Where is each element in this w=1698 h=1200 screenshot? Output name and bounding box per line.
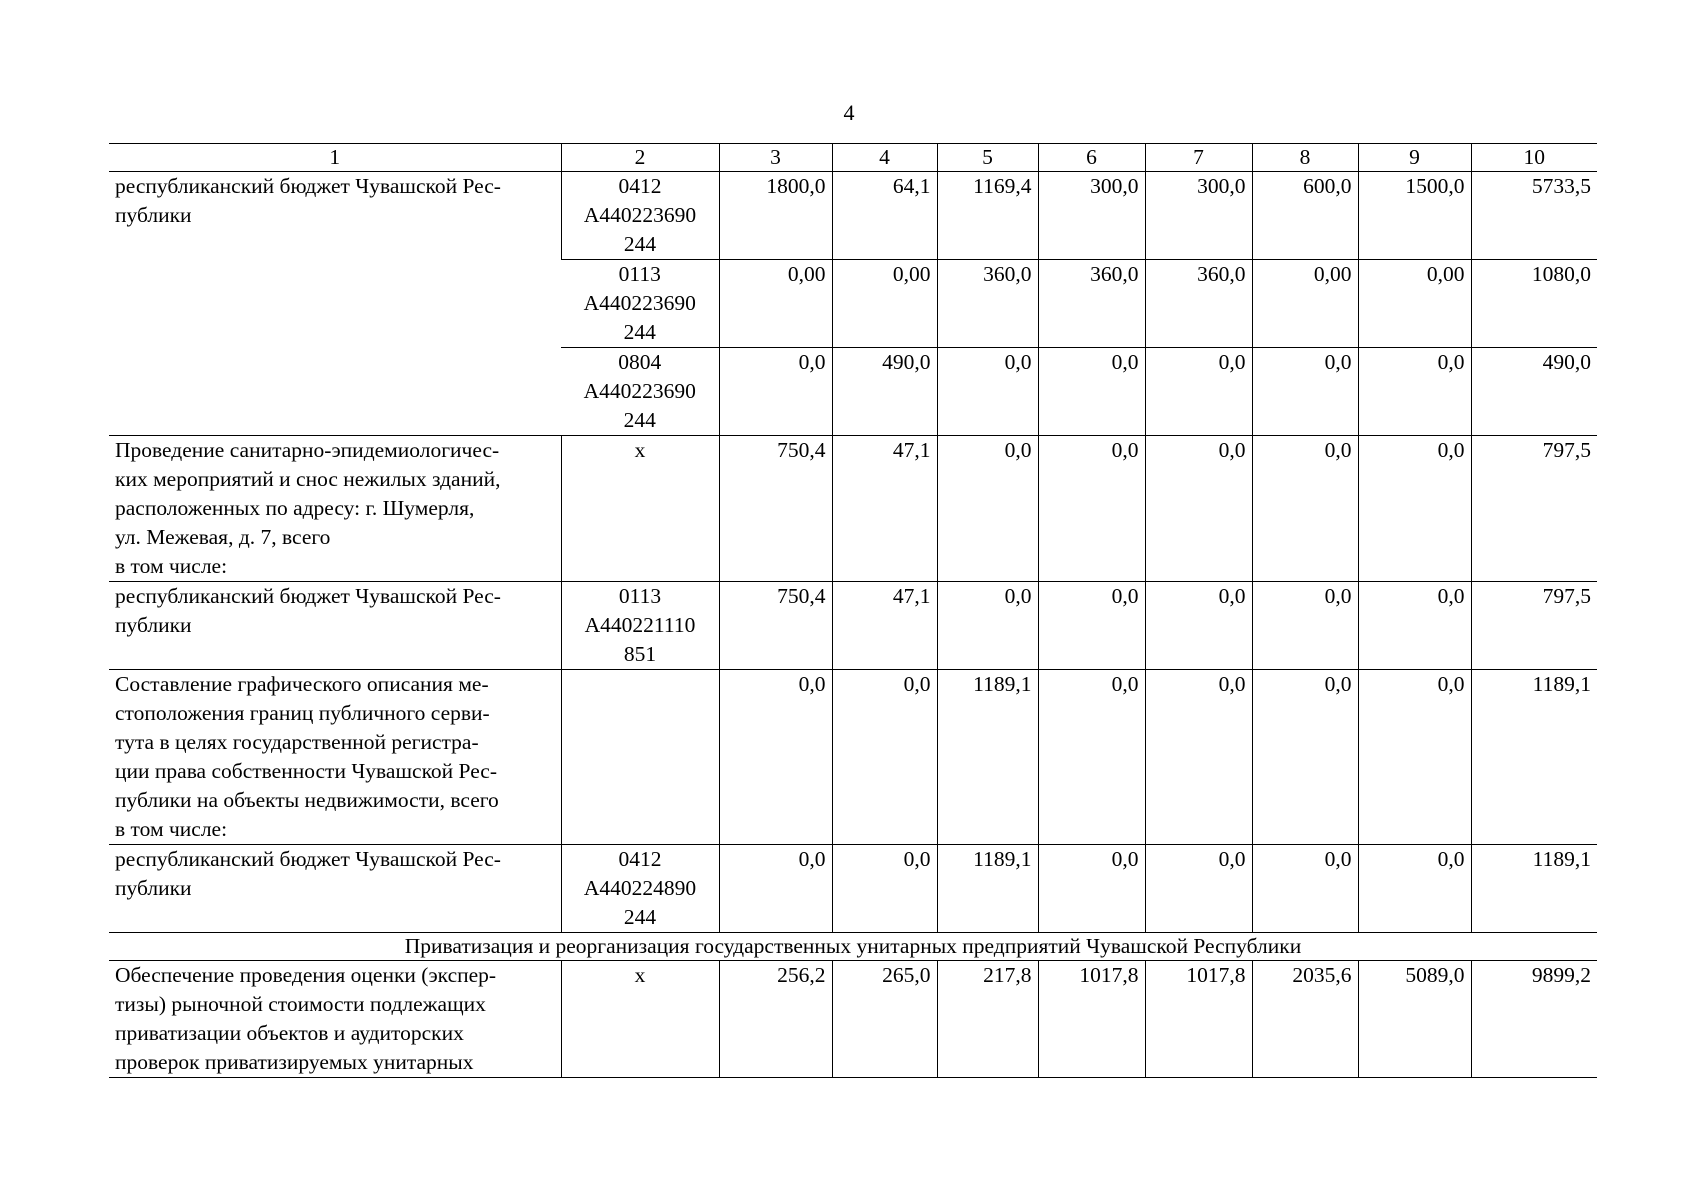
- value-cell-col-4: 47,1: [832, 582, 937, 670]
- value-cell-col-8: 600,0: [1252, 172, 1358, 260]
- row-description: [109, 670, 561, 845]
- value-cell-col-4: 265,0: [832, 961, 937, 1078]
- value-cell-col-7: 360,0: [1145, 260, 1252, 348]
- description-line: публики: [115, 613, 192, 637]
- value-cell-col-4: 490,0: [832, 348, 937, 436]
- description-line: публики: [115, 203, 192, 227]
- column-header-1: 1: [109, 144, 561, 172]
- code-line: х: [634, 438, 646, 462]
- description-line: Обеспечение проведения оценки (экспер-: [115, 963, 497, 987]
- value-cell-col-5: 217,8: [937, 961, 1038, 1078]
- column-header-7: 7: [1145, 144, 1252, 172]
- value-cell-col-8: 0,0: [1252, 436, 1358, 582]
- table-row: [109, 670, 1597, 845]
- description-line: Составление графического описания ме-: [115, 672, 489, 696]
- column-header-5: 5: [937, 144, 1038, 172]
- table-row: [109, 961, 1597, 1078]
- description-line: республиканский бюджет Чувашской Рес-: [115, 584, 501, 608]
- value-cell-col-5: 0,0: [937, 348, 1038, 436]
- value-cell-col-6: 1017,8: [1038, 961, 1145, 1078]
- value-cell-col-3: 256,2: [719, 961, 832, 1078]
- value-cell-col-3: 0,0: [719, 845, 832, 933]
- description-line: Проведение санитарно-эпидемиологичес-: [115, 438, 500, 462]
- column-header-2: 2: [561, 144, 719, 172]
- row-description: [109, 582, 561, 670]
- value-cell-col-7: 1017,8: [1145, 961, 1252, 1078]
- budget-classification-code: [561, 961, 719, 1078]
- value-cell-col-6: 360,0: [1038, 260, 1145, 348]
- code-line: 244: [623, 320, 656, 344]
- value-cell-col-4: 0,0: [832, 845, 937, 933]
- value-cell-col-7: 0,0: [1145, 845, 1252, 933]
- row-description: [109, 436, 561, 582]
- value-cell-col-3: 0,0: [719, 348, 832, 436]
- value-cell-col-10: 5733,5: [1471, 172, 1597, 260]
- value-cell-col-5: 1189,1: [937, 670, 1038, 845]
- value-cell-col-10: 9899,2: [1471, 961, 1597, 1078]
- value-cell-col-7: 0,0: [1145, 582, 1252, 670]
- value-cell-col-4: 47,1: [832, 436, 937, 582]
- value-cell-col-6: 300,0: [1038, 172, 1145, 260]
- value-cell-col-9: 0,0: [1358, 670, 1471, 845]
- value-cell-col-10: 490,0: [1471, 348, 1597, 436]
- value-cell-col-4: 64,1: [832, 172, 937, 260]
- value-cell-col-6: 0,0: [1038, 670, 1145, 845]
- description-line: республиканский бюджет Чувашской Рес-: [115, 847, 501, 871]
- column-header-10: 10: [1471, 144, 1597, 172]
- value-cell-col-6: 0,0: [1038, 348, 1145, 436]
- code-line: 244: [623, 232, 657, 256]
- value-cell-col-10: 1189,1: [1471, 845, 1597, 933]
- value-cell-col-6: 0,0: [1038, 845, 1145, 933]
- table-row: [109, 582, 1597, 670]
- table-row: [109, 845, 1597, 933]
- budget-classification-code: [561, 436, 719, 582]
- value-cell-col-4: 0,0: [832, 670, 937, 845]
- description-line: в том числе:: [115, 554, 228, 578]
- description-line: проверок приватизируемых унитарных: [115, 1050, 474, 1074]
- description-line: ции права собственности Чувашской Рес-: [115, 759, 498, 783]
- code-line: 0113: [618, 262, 661, 286]
- value-cell-col-6: 0,0: [1038, 582, 1145, 670]
- value-cell-col-10: 797,5: [1471, 436, 1597, 582]
- code-line: А440223690: [583, 379, 696, 403]
- row-description: [109, 845, 561, 933]
- table-row: [109, 172, 1597, 260]
- value-cell-col-3: 750,4: [719, 582, 832, 670]
- value-cell-col-6: 0,0: [1038, 436, 1145, 582]
- value-cell-col-9: 0,00: [1358, 260, 1471, 348]
- value-cell-col-3: 0,00: [719, 260, 832, 348]
- row-description: [109, 172, 561, 436]
- value-cell-col-8: 0,0: [1252, 582, 1358, 670]
- budget-classification-code: [561, 845, 719, 933]
- code-line: А440223690: [583, 203, 697, 227]
- code-line: 244: [623, 408, 656, 432]
- value-cell-col-9: 0,0: [1358, 436, 1471, 582]
- description-line: тута в целях государственной регистра-: [115, 730, 479, 754]
- budget-classification-code: [561, 348, 719, 436]
- description-line: в том числе:: [115, 817, 228, 841]
- column-header-4: 4: [832, 144, 937, 172]
- value-cell-col-9: 0,0: [1358, 582, 1471, 670]
- code-line: х: [634, 963, 646, 987]
- value-cell-col-3: 1800,0: [719, 172, 832, 260]
- value-cell-col-5: 1169,4: [937, 172, 1038, 260]
- value-cell-col-5: 1189,1: [937, 845, 1038, 933]
- budget-classification-code: [561, 582, 719, 670]
- value-cell-col-10: 797,5: [1471, 582, 1597, 670]
- column-header-3: 3: [719, 144, 832, 172]
- budget-classification-code: [561, 260, 719, 348]
- description-line: ул. Межевая, д. 7, всего: [115, 525, 331, 549]
- value-cell-col-9: 5089,0: [1358, 961, 1471, 1078]
- description-line: публики: [115, 876, 192, 900]
- budget-table: [109, 143, 1597, 1078]
- value-cell-col-8: 0,0: [1252, 670, 1358, 845]
- value-cell-col-3: 0,0: [719, 670, 832, 845]
- budget-classification-code: [561, 670, 719, 845]
- value-cell-col-8: 0,0: [1252, 845, 1358, 933]
- budget-classification-code: [561, 172, 719, 260]
- description-line: стоположения границ публичного серви-: [115, 701, 490, 725]
- column-header-8: 8: [1252, 144, 1358, 172]
- code-line: А440224890: [583, 876, 697, 900]
- code-line: 0113: [618, 584, 662, 608]
- table-row: [109, 436, 1597, 582]
- code-line: 0804: [618, 350, 662, 374]
- code-line: 851: [623, 642, 657, 666]
- code-line: А440221110: [584, 613, 696, 637]
- value-cell-col-7: 0,0: [1145, 348, 1252, 436]
- value-cell-col-8: 0,00: [1252, 260, 1358, 348]
- description-line: расположенных по адресу: г. Шумерля,: [115, 496, 475, 520]
- page-number: 4: [843, 100, 855, 125]
- column-header-9: 9: [1358, 144, 1471, 172]
- value-cell-col-3: 750,4: [719, 436, 832, 582]
- value-cell-col-9: 0,0: [1358, 348, 1471, 436]
- description-line: республиканский бюджет Чувашской Рес-: [115, 174, 501, 198]
- row-description: [109, 961, 561, 1078]
- value-cell-col-7: 0,0: [1145, 670, 1252, 845]
- value-cell-col-9: 1500,0: [1358, 172, 1471, 260]
- section-heading-row: [109, 933, 1597, 961]
- code-line: 0412: [618, 847, 662, 871]
- value-cell-col-7: 0,0: [1145, 436, 1252, 582]
- value-cell-col-7: 300,0: [1145, 172, 1252, 260]
- description-line: тизы) рыночной стоимости подлежащих: [115, 992, 486, 1016]
- value-cell-col-5: 360,0: [937, 260, 1038, 348]
- code-line: 244: [623, 905, 657, 929]
- value-cell-col-10: 1189,1: [1471, 670, 1597, 845]
- value-cell-col-8: 0,0: [1252, 348, 1358, 436]
- value-cell-col-5: 0,0: [937, 436, 1038, 582]
- value-cell-col-8: 2035,6: [1252, 961, 1358, 1078]
- description-line: публики на объекты недвижимости, всего: [115, 788, 499, 812]
- value-cell-col-9: 0,0: [1358, 845, 1471, 933]
- code-line: 0412: [618, 174, 662, 198]
- value-cell-col-10: 1080,0: [1471, 260, 1597, 348]
- description-line: ких мероприятий и снос нежилых зданий,: [115, 467, 501, 491]
- code-line: А440223690: [583, 291, 696, 315]
- description-line: приватизации объектов и аудиторских: [115, 1021, 464, 1045]
- column-header-6: 6: [1038, 144, 1145, 172]
- value-cell-col-5: 0,0: [937, 582, 1038, 670]
- column-number-header-row: [109, 144, 1597, 172]
- section-heading: Приватизация и реорганизация государственных унитарных предприятий Чувашской Республики: [109, 933, 1597, 961]
- value-cell-col-4: 0,00: [832, 260, 937, 348]
